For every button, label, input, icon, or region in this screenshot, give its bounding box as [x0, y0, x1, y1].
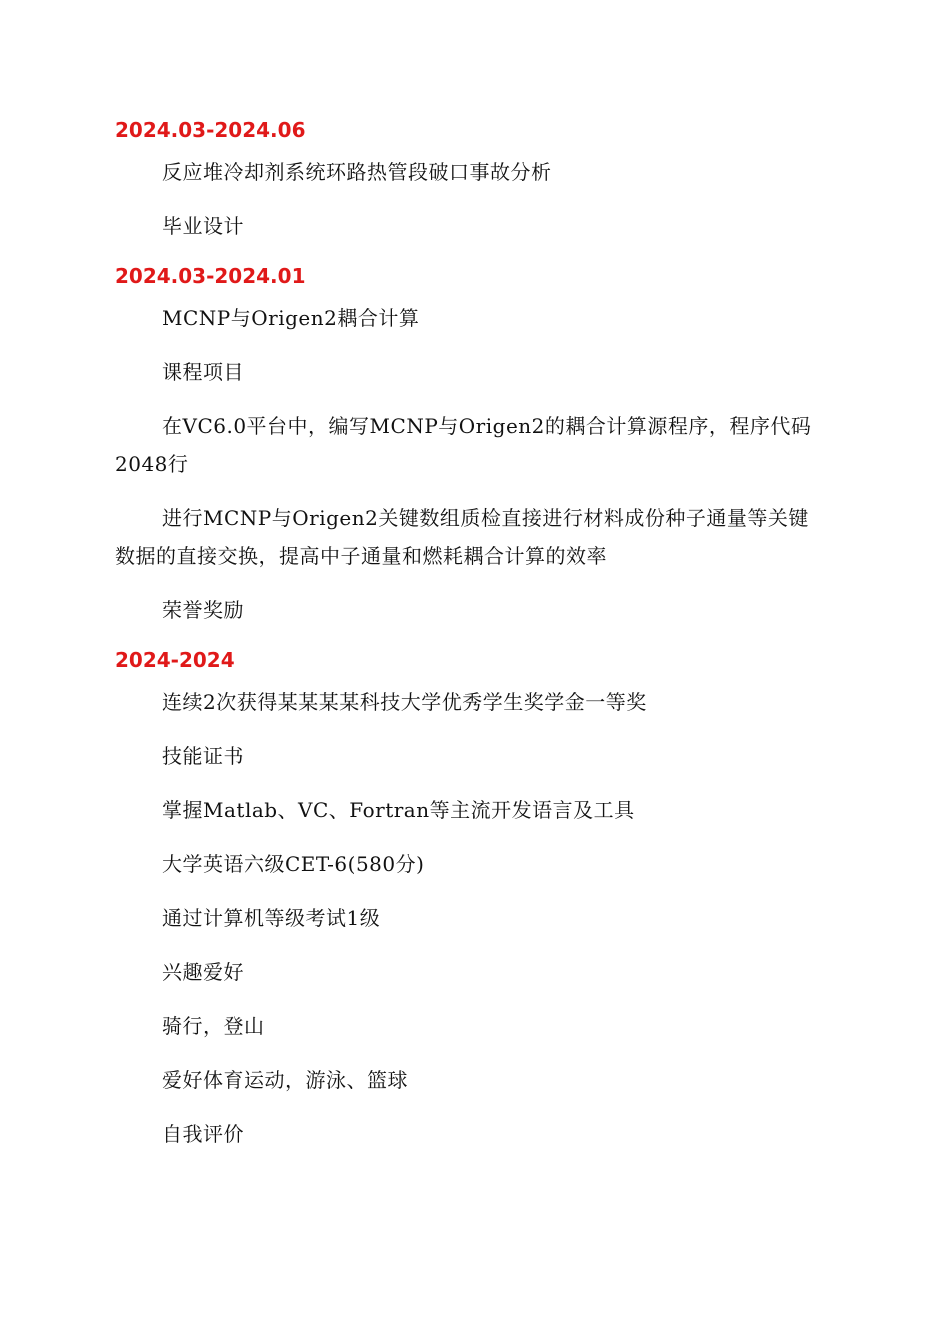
paragraph: 通过计算机等级考试1级: [162, 906, 381, 930]
paragraph: 反应堆冷却剂系统环路热管段破口事故分析: [162, 160, 552, 184]
paragraph: 掌握Matlab、VC、Fortran等主流开发语言及工具: [162, 798, 635, 822]
paragraph: 在VC6.0平台中，编写MCNP与Origen2的耦合计算源程序，程序代码2048行: [115, 414, 812, 476]
date-heading: 2024.03-2024.01: [115, 264, 306, 288]
paragraph: 兴趣爱好: [162, 960, 244, 984]
paragraph: 毕业设计: [162, 214, 244, 238]
paragraph: 课程项目: [162, 360, 244, 384]
date-heading: 2024.03-2024.06: [115, 118, 306, 142]
document-content: [115, 112, 820, 1169]
paragraph: 大学英语六级CET-6(580分): [162, 852, 425, 876]
paragraph: 技能证书: [162, 744, 244, 768]
paragraph: 进行MCNP与Origen2关键数组质检直接进行材料成份种子通量等关键数据的直接交换，提高中子通量和燃耗耦合计算的效率: [115, 506, 809, 568]
paragraph: 连续2次获得某某某某科技大学优秀学生奖学金一等奖: [162, 690, 647, 714]
paragraph: 骑行，登山: [162, 1014, 265, 1038]
paragraph: MCNP与Origen2耦合计算: [162, 306, 420, 330]
paragraph: 爱好体育运动，游泳、篮球: [162, 1068, 408, 1092]
paragraph: 荣誉奖励: [162, 598, 244, 622]
date-heading: 2024-2024: [115, 648, 235, 672]
paragraph: 自我评价: [162, 1122, 244, 1146]
